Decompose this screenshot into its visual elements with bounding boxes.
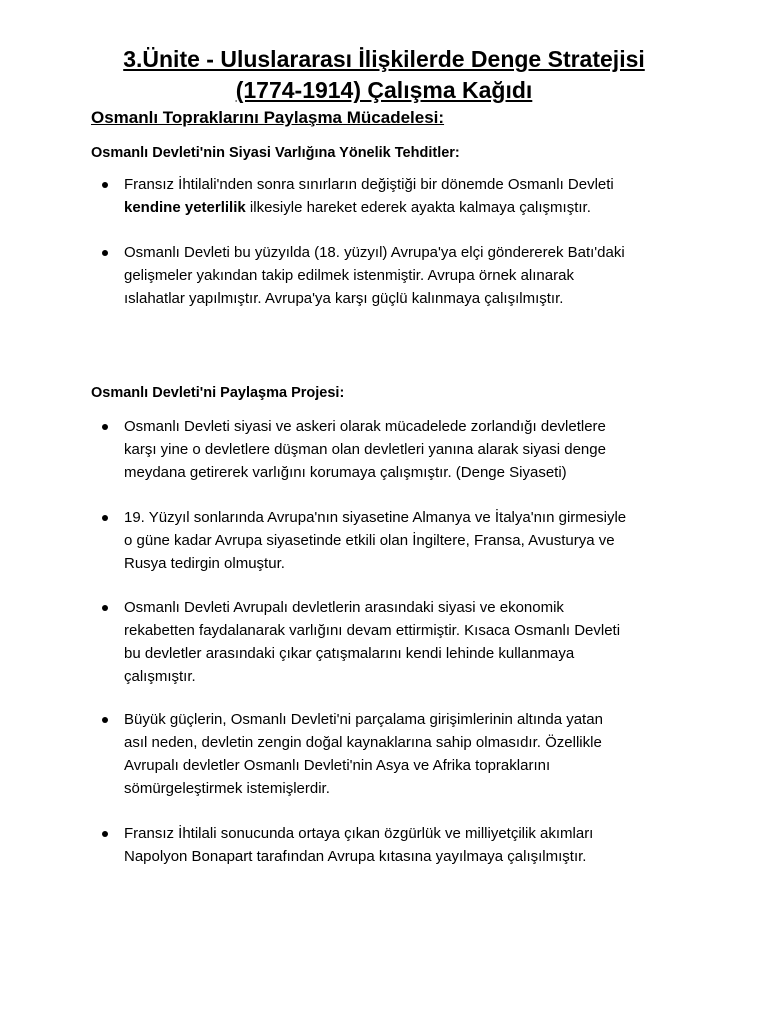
bullet-icon [99, 596, 111, 619]
bullet-icon [99, 173, 111, 196]
bullet-icon [99, 241, 111, 264]
subsection-heading-threats: Osmanlı Devleti'nin Siyasi Varlığına Yönelik Tehditler: [91, 145, 460, 161]
list-item-text: Osmanlı Devleti siyasi ve askeri olarak mücadelede zorlandığı devletlere karşı yine o devletlere düşman olan devletleri yanına alarak siyasi denge meydana getirerek varlığını korumaya çalışmıştır. (Denge Siyaseti) [124, 418, 606, 481]
list-item-text: Osmanlı Devleti bu yüzyılda (18. yüzyıl) Avrupa'ya elçi göndererek Batı'daki gelişmeler yakından takip edilmek istenmiştir. Avrupa örnek alınarak ıslahatlar yapılmıştır. Avrupa'ya karşı güçlü kalınmaya çalışılmıştır. [124, 244, 625, 307]
bullet-icon [99, 415, 111, 438]
bullet-icon [99, 708, 111, 731]
bullet-icon [99, 506, 111, 529]
list-item-text: Osmanlı Devleti Avrupalı devletlerin arasındaki siyasi ve ekonomik rekabetten faydalanarak varlığını devam ettirmiştir. Kısaca Osmanlı Devleti bu devletler arasındaki çıkar çatışmalarını kendi lehinde kullanmaya çalışmıştır. [124, 599, 621, 685]
list-item-text: Fransız İhtilali sonucunda ortaya çıkan özgürlük ve milliyetçilik akımları Napolyon Bonapart tarafından Avrupa kıtasına yayılmaya çalışılmıştır. [124, 825, 594, 865]
bold-term: kendine yeterlilik [124, 199, 246, 216]
list-item-text: 19. Yüzyıl sonlarında Avrupa'nın siyasetine Almanya ve İtalya'nın girmesiyle o güne kadar Avrupa siyasetinde etkili olan İngiltere, Fransa, Avusturya ve Rusya tedirgin olmuştur. [124, 509, 627, 572]
page-title-line-2: (1774-1914) Çalışma Kağıdı [235, 77, 533, 103]
list-item-text: Büyük güçlerin, Osmanlı Devleti'ni parçalama girişimlerinin altında yatan asıl neden, devletin zengin doğal kaynaklarına sahip olmasıdır. Özellikle Avrupalı devletler Osmanlı Devleti'nin Asya ve Afrika topraklarını sömürgeleştirmek istemişlerdir. [124, 711, 603, 797]
page-title-line-1: 3.Ünite - Uluslararası İlişkilerde Denge Stratejisi [123, 46, 645, 72]
subsection-heading-partition-project: Osmanlı Devleti'ni Paylaşma Projesi: [91, 385, 345, 401]
list-item-text: Fransız İhtilali'nden sonra sınırların değiştiği bir dönemde Osmanlı Devleti kendine yeterlilik ilkesiyle hareket ederek ayakta kalmaya çalışmıştır. [124, 176, 614, 216]
bullet-icon [99, 822, 111, 845]
section-title: Osmanlı Topraklarını Paylaşma Mücadelesi: [91, 108, 445, 127]
